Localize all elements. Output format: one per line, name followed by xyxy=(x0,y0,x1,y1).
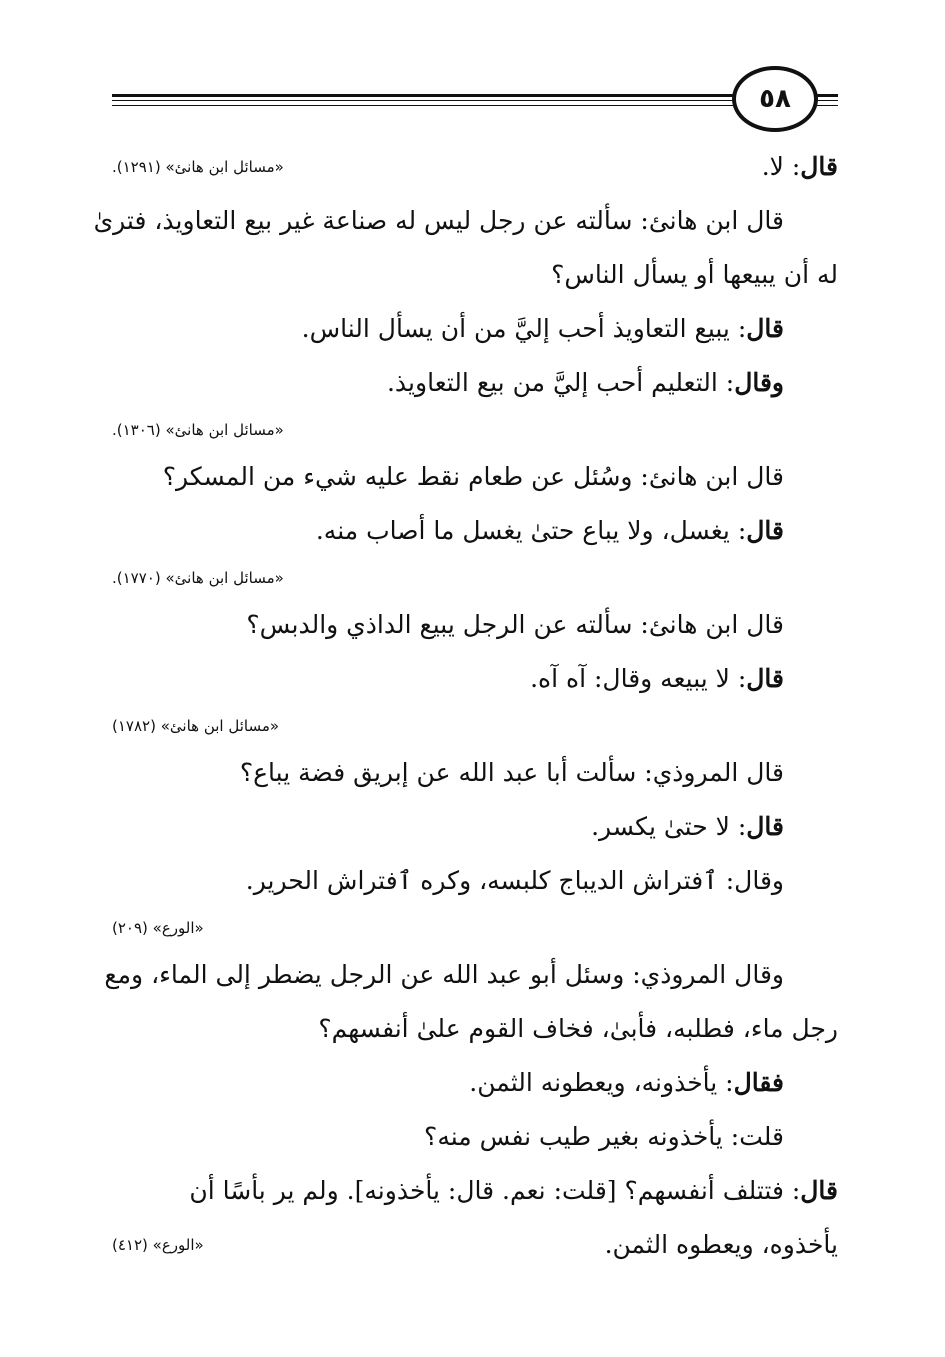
text-line xyxy=(112,800,838,854)
text-line xyxy=(104,948,838,1002)
source-citation: «مسائل ابن هانئ» (١٢٩١). xyxy=(112,158,284,176)
line-text: وقال: ٱفتراش الديباج كلبسه، وكره ٱفتراش الحرير. xyxy=(245,866,784,895)
line-text: : لا يبيعه وقال: آه آه. xyxy=(530,664,747,693)
speaker-keyword: وقال xyxy=(734,368,784,397)
line-text: يأخذوه، ويعطوه الثمن. xyxy=(604,1230,838,1259)
text-line xyxy=(112,598,838,652)
speaker-keyword: قال xyxy=(746,516,784,545)
speaker-keyword: قال xyxy=(746,314,784,343)
text-line xyxy=(112,1056,838,1110)
line-text: قلت: يأخذونه بغير طيب نفس منه؟ xyxy=(424,1122,784,1151)
speaker-keyword: قال xyxy=(800,1176,838,1205)
page-number: ٥٨ xyxy=(759,84,791,114)
text-line xyxy=(93,194,838,248)
text-line xyxy=(112,140,838,194)
line-text: وقال المروذي: وسئل أبو عبد الله عن الرجل يضطر إلى الماء، ومع xyxy=(104,960,784,989)
line-text: : يبيع التعاويذ أحب إليَّ من أن يسأل الناس. xyxy=(301,314,747,343)
source-citation: «الورع» (٤١٢) xyxy=(112,1236,204,1254)
line-text: رجل ماء، فطلبه، فأبىٰ، فخاف القوم علىٰ أنفسهم؟ xyxy=(318,1014,838,1043)
source-citation xyxy=(112,410,838,450)
speaker-keyword: فقال xyxy=(733,1068,784,1097)
header-rule-hairline xyxy=(112,105,838,106)
source-citation xyxy=(112,706,838,746)
speaker-keyword: قال xyxy=(746,664,784,693)
line-text: : لا. xyxy=(761,152,801,181)
source-citation xyxy=(112,908,838,948)
source-citation-text: «الورع» (٢٠٩) xyxy=(112,919,204,937)
line-text: قال ابن هانئ: وسُئل عن طعام نقط عليه شيء من المسكر؟ xyxy=(162,462,784,491)
speaker-keyword: قال xyxy=(800,152,838,181)
text-line xyxy=(112,356,838,410)
page-body xyxy=(93,140,838,1272)
source-citation-text: «مسائل ابن هانئ» (١٧٨٢) xyxy=(112,717,280,735)
text-line xyxy=(112,652,838,706)
source-citation-text: «مسائل ابن هانئ» (١٣٠٦). xyxy=(112,421,284,439)
page-number-badge xyxy=(732,66,818,132)
line-text: قال ابن هانئ: سألته عن الرجل يبيع الداذي والدبس؟ xyxy=(246,610,784,639)
line-text: : فتتلف أنفسهم؟ [قلت: نعم. قال: يأخذونه]. ولم ير بأسًا أن xyxy=(189,1176,801,1205)
text-line xyxy=(112,746,838,800)
source-citation xyxy=(112,558,838,598)
speaker-keyword: قال xyxy=(746,812,784,841)
line-text: له أن يبيعها أو يسأل الناس؟ xyxy=(551,260,838,289)
text-line xyxy=(112,504,838,558)
text-line xyxy=(112,1164,838,1218)
header-rule-thin xyxy=(112,100,838,101)
header-rule xyxy=(112,94,838,97)
line-text: قال ابن هانئ: سألته عن رجل ليس له صناعة غير بيع التعاويذ، فترىٰ xyxy=(93,206,784,235)
text-line xyxy=(112,854,838,908)
text-line xyxy=(112,248,838,302)
line-text: قال المروذي: سألت أبا عبد الله عن إبريق فضة يباع؟ xyxy=(239,758,784,787)
text-line xyxy=(112,1110,838,1164)
source-citation-text: «مسائل ابن هانئ» (١٧٧٠). xyxy=(112,569,284,587)
line-text: : يأخذونه، ويعطونه الثمن. xyxy=(469,1068,734,1097)
text-line xyxy=(112,1218,838,1272)
line-text: : يغسل، ولا يباع حتىٰ يغسل ما أصاب منه. xyxy=(315,516,747,545)
text-line xyxy=(112,450,838,504)
text-line xyxy=(112,302,838,356)
text-line xyxy=(112,1002,838,1056)
line-text: : لا حتىٰ يكسر. xyxy=(591,812,747,841)
line-text: : التعليم أحب إليَّ من بيع التعاويذ. xyxy=(386,368,735,397)
